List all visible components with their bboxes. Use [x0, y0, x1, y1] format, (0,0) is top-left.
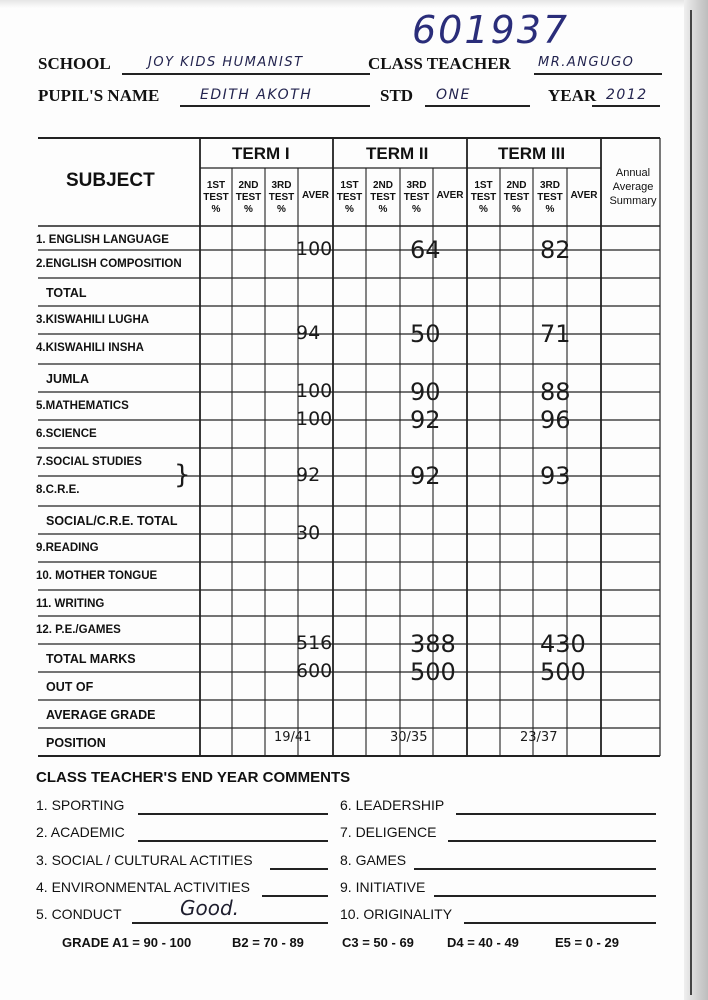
term-2-mark: 90: [410, 378, 441, 406]
term-1-subheading-1: 1ST TEST %: [203, 180, 229, 215]
comment-right-line: [464, 922, 656, 924]
subject-heading: SUBJECT: [66, 170, 155, 191]
grade-b2: B2 = 70 - 89: [232, 935, 304, 950]
term-2-mark: 500: [410, 658, 456, 686]
term-3-subheading-4: AVER: [570, 190, 598, 201]
term-1-mark: 100: [296, 238, 333, 260]
year-label: YEAR: [548, 86, 597, 105]
comment-right-10: 10. ORIGINALITY: [340, 906, 453, 922]
social-cre-bracket: }: [174, 460, 191, 490]
term-3-subheading-1: 1ST TEST %: [470, 180, 497, 215]
pupil-name-value: EDITH AKOTH: [200, 87, 313, 103]
subject-row-label: 9.READING: [36, 542, 99, 554]
annual-average-heading: Annual Average Summary: [609, 167, 657, 207]
term-3-mark: 71: [540, 320, 571, 348]
term-1-mark: 92: [296, 464, 321, 486]
grade-e5: E5 = 0 - 29: [555, 935, 619, 950]
subject-row-label: SOCIAL/C.R.E. TOTAL: [46, 514, 178, 528]
comment-left-3: 3. SOCIAL / CULTURAL ACTITIES: [36, 852, 253, 868]
term-1-mark: 94: [296, 322, 321, 344]
school-label: SCHOOL: [38, 54, 111, 73]
term-3-mark: 430: [540, 630, 586, 658]
term-2-mark: 388: [410, 630, 456, 658]
subject-row-label: 6.SCIENCE: [36, 428, 97, 440]
subject-row-label: 4.KISWAHILI INSHA: [36, 342, 144, 354]
comment-right-line: [414, 868, 656, 870]
subject-row-label: TOTAL MARKS: [46, 652, 136, 666]
comment-left-line: [270, 868, 328, 870]
term-3-mark: 82: [540, 236, 571, 264]
pupil-name-label: PUPIL'S NAME: [38, 86, 160, 105]
term-3-mark: 88: [540, 378, 571, 406]
term-3-subheading-3: 3RD TEST %: [537, 180, 563, 215]
term-2-mark: 50: [410, 320, 441, 348]
subject-row-label: JUMLA: [46, 372, 90, 386]
term-2-subheading-4: AVER: [436, 190, 464, 201]
comment-left-line: [262, 895, 328, 897]
term-1-subheading-4: AVER: [301, 190, 330, 201]
grade-a1: GRADE A1 = 90 - 100: [62, 935, 192, 950]
subject-row-label: 11. WRITING: [36, 598, 105, 610]
term-1-subheading-2: 2ND TEST %: [235, 180, 262, 215]
class-teacher-value: MR.ANGUGO: [538, 55, 635, 70]
subject-row-label: 12. P.E./GAMES: [36, 624, 121, 636]
term-3-mark: 500: [540, 658, 586, 686]
term-1-mark: 100: [296, 408, 333, 430]
class-teacher-label: CLASS TEACHER: [368, 54, 511, 73]
std-value: ONE: [436, 87, 471, 103]
comments-title: CLASS TEACHER'S END YEAR COMMENTS: [36, 769, 351, 786]
term-3-heading: TERM III: [498, 144, 566, 163]
subject-row-label: 3.KISWAHILI LUGHA: [36, 314, 150, 326]
year-value: 2012: [606, 87, 648, 103]
comment-right-line: [456, 813, 656, 815]
term-2-heading: TERM II: [366, 144, 429, 163]
term-1-mark: 516: [296, 632, 333, 654]
comment-left-2: 2. ACADEMIC: [36, 824, 125, 840]
term-2-mark: 92: [410, 406, 441, 434]
term-2-mark: 92: [410, 462, 441, 490]
subject-row-label: 5.MATHEMATICS: [36, 400, 129, 412]
term-2-subheading-3: 3RD TEST %: [403, 180, 430, 215]
serial-number: 601937: [412, 8, 570, 52]
comment-right-9: 9. INITIATIVE: [340, 879, 426, 895]
term-1-mark: 30: [296, 522, 321, 544]
comment-right-7: 7. DELIGENCE: [340, 824, 437, 840]
subject-row-label: AVERAGE GRADE: [46, 708, 156, 722]
term-2-mark: 64: [410, 236, 441, 264]
term-2-mark: 30/35: [390, 730, 428, 745]
comment-right-8: 8. GAMES: [340, 852, 407, 868]
grade-c3: C3 = 50 - 69: [342, 935, 414, 950]
subject-row-label: 2.ENGLISH COMPOSITION: [36, 258, 182, 270]
term-3-subheading-2: 2ND TEST %: [503, 180, 530, 215]
subject-row-label: 10. MOTHER TONGUE: [36, 570, 158, 582]
term-3-mark: 23/37: [520, 730, 558, 745]
comment-left-line: [132, 922, 328, 924]
subject-row-label: 1. ENGLISH LANGUAGE: [36, 234, 169, 246]
term-1-heading: TERM I: [232, 144, 290, 163]
comment-left-5: 5. CONDUCT: [36, 906, 122, 922]
term-3-mark: 93: [540, 462, 571, 490]
term-3-mark: 96: [540, 406, 571, 434]
comment-left-line: [138, 813, 328, 815]
term-1-subheading-3: 3RD TEST %: [268, 180, 295, 215]
term-1-mark: 600: [296, 660, 333, 682]
school-value: JOY KIDS HUMANIST: [148, 55, 304, 70]
comment-left-line: [138, 840, 328, 842]
comment-right-line: [434, 895, 656, 897]
term-2-subheading-1: 1ST TEST %: [336, 180, 363, 215]
term-1-mark: 19/41: [274, 730, 312, 745]
subject-row-label: 8.C.R.E.: [36, 484, 80, 496]
comment-right-line: [448, 840, 656, 842]
comment-left-1: 1. SPORTING: [36, 797, 125, 813]
term-1-mark: 100: [296, 380, 333, 402]
comment-right-6: 6. LEADERSHIP: [340, 797, 445, 813]
conduct-value: Good.: [180, 896, 240, 920]
subject-row-label: 7.SOCIAL STUDIES: [36, 456, 142, 468]
subject-row-label: OUT OF: [46, 680, 94, 694]
grade-d4: D4 = 40 - 49: [447, 935, 519, 950]
subject-row-label: TOTAL: [46, 286, 87, 300]
std-label: STD: [380, 86, 414, 105]
term-2-subheading-2: 2ND TEST %: [370, 180, 396, 215]
subject-row-label: POSITION: [46, 736, 106, 750]
comment-left-4: 4. ENVIRONMENTAL ACTIVITIES: [36, 879, 250, 895]
